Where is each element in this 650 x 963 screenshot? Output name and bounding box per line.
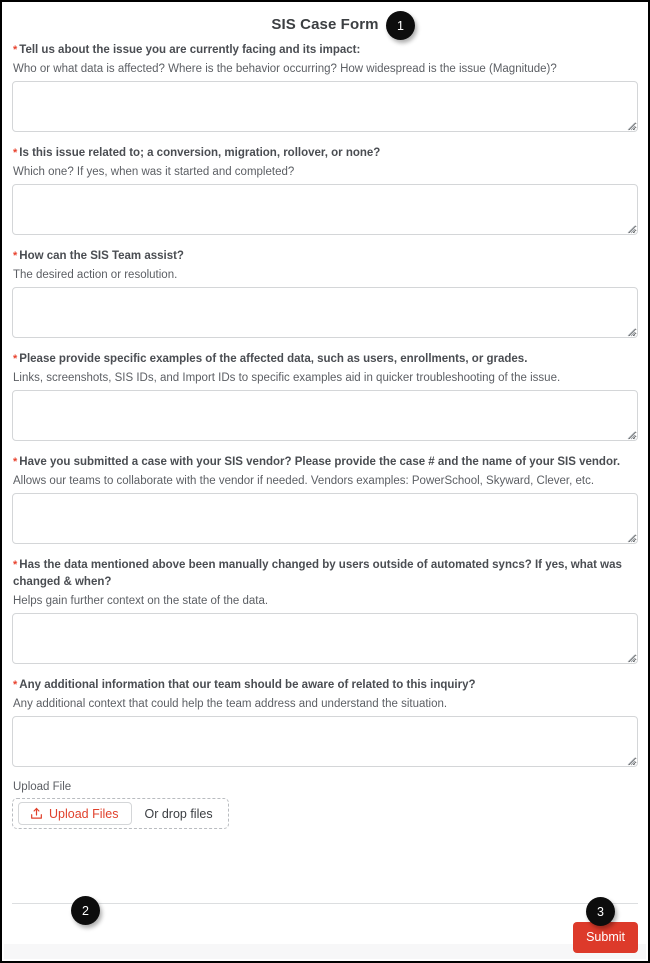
field-help-text: Allows our teams to collaborate with the vendor if needed. Vendors examples: PowerSchool, Skyward, Clever, etc. [13,475,595,487]
field-label-text: How can the SIS Team assist? [19,250,184,262]
textarea-wrapper [12,184,638,235]
field-label-text: Please provide specific examples of the affected data, such as users, enrollments, or grades. [19,353,528,365]
field-help-text: Who or what data is affected? Where is the behavior occurring? How widespread is the issue (Magnitude)? [13,63,557,75]
textarea-vendor-case[interactable] [12,493,638,544]
field-label [12,42,638,59]
footer-divider [12,903,638,904]
form-field-specific-examples [12,351,638,441]
field-help-text: Helps gain further context on the state of the data. [13,595,269,607]
textarea-wrapper [12,390,638,441]
field-label [12,677,638,694]
field-label [12,351,638,368]
callout-badge-1: 1 [386,11,415,40]
file-dropzone[interactable] [12,798,229,829]
upload-file-section [12,780,638,829]
upload-icon [30,807,43,820]
form-field-conversion-migration [12,145,638,235]
upload-files-button[interactable] [18,802,132,825]
field-label [12,454,638,471]
callout-badge-2: 2 [71,896,100,925]
field-label-text: Is this issue related to; a conversion, migration, rollover, or none? [19,147,381,159]
textarea-wrapper [12,716,638,767]
form-field-vendor-case [12,454,638,544]
submit-button[interactable]: Submit [573,922,638,953]
footer-band [4,944,646,959]
field-label [12,145,638,162]
required-asterisk: * [13,44,18,56]
field-label-text: Has the data mentioned above been manually changed by users outside of automated syncs? If yes, what was changed & when? [13,559,622,588]
textarea-wrapper [12,493,638,544]
field-label-text: Have you submitted a case with your SIS vendor? Please provide the case # and the name of your SIS vendor. [19,456,621,468]
field-spacer [12,544,638,557]
form-field-manual-changes [12,557,638,664]
field-spacer [12,132,638,145]
field-help-text: Any additional context that could help the team address and understand the situation. [13,698,448,710]
field-spacer [12,338,638,351]
textarea-sis-team-assist[interactable] [12,287,638,338]
upload-files-button-label: Upload Files [49,806,119,821]
field-spacer [12,664,638,677]
textarea-wrapper [12,287,638,338]
required-asterisk: * [13,147,18,159]
field-spacer [12,441,638,454]
textarea-wrapper [12,81,638,132]
required-asterisk: * [13,353,18,365]
upload-file-label: Upload File [13,781,72,793]
field-label [12,248,638,265]
field-spacer [12,235,638,248]
required-asterisk: * [13,456,18,468]
field-spacer [12,767,638,780]
required-asterisk: * [13,559,18,571]
form-field-issue-impact [12,42,638,132]
textarea-additional-info[interactable] [12,716,638,767]
field-help-text: Which one? If yes, when was it started and completed? [13,166,295,178]
textarea-conversion-migration[interactable] [12,184,638,235]
callout-badge-3: 3 [586,897,615,926]
form-field-additional-info [12,677,638,767]
field-help-text: The desired action or resolution. [13,269,178,281]
field-help-text: Links, screenshots, SIS IDs, and Import IDs to specific examples aid in quicker troubleshooting of the issue. [13,372,561,384]
textarea-wrapper [12,613,638,664]
field-label-text: Any additional information that our team should be aware of related to this inquiry? [19,679,476,691]
form-body [2,2,648,961]
page-title: SIS Case Form [271,16,379,33]
drop-files-text: Or drop files [144,806,213,821]
required-asterisk: * [13,250,18,262]
textarea-issue-impact[interactable] [12,81,638,132]
required-asterisk: * [13,679,18,691]
form-field-sis-team-assist [12,248,638,338]
field-label [12,557,638,591]
textarea-specific-examples[interactable] [12,390,638,441]
field-label-text: Tell us about the issue you are currently facing and its impact: [19,44,361,56]
textarea-manual-changes[interactable] [12,613,638,664]
